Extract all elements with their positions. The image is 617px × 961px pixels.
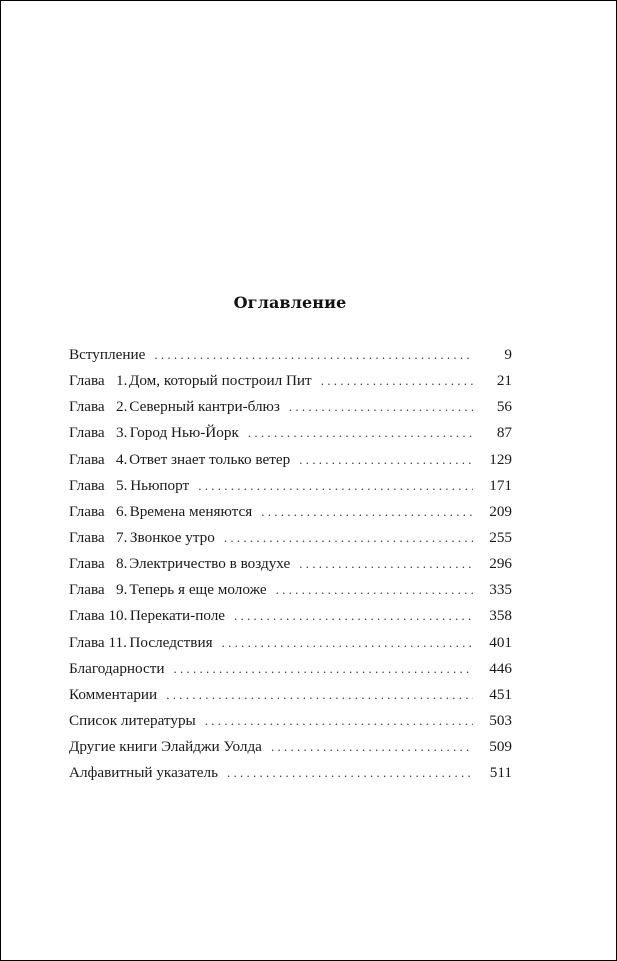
toc-entry (69, 630, 512, 656)
toc-entry-title: Времена меняются (129, 502, 253, 520)
toc-entry (69, 682, 512, 708)
toc-entry-page-number: 446 (489, 659, 512, 677)
toc-entry-title: Звонкое утро (129, 528, 215, 546)
toc-entry (69, 394, 512, 420)
toc-entry-chapter-label: Глава 7. (69, 528, 128, 546)
toc-entry (69, 656, 512, 682)
toc-entry-dot-leader (154, 342, 473, 368)
toc-entry (69, 577, 512, 603)
toc-entry-dot-leader (227, 760, 473, 786)
toc-entry-title: Список литературы (69, 711, 196, 729)
toc-entry-title: Электричество в воздухе (129, 555, 291, 573)
toc-entry-page-number: 511 (489, 764, 512, 782)
toc-entry-title: Ответ знает только ветер (129, 450, 291, 468)
toc-entry-page-number: 503 (489, 711, 512, 729)
toc-entry-chapter-label: Глава 1. (69, 372, 128, 390)
toc-entry-title: Перекати-поле (129, 607, 226, 625)
toc-entry-chapter-label: Глава 3. (69, 424, 128, 442)
toc-entry (69, 734, 512, 760)
toc-entry-chapter-label: Глава 9. (69, 581, 128, 599)
toc-entry-title: Теперь я еще моложе (129, 581, 267, 599)
toc-entry-title: Вступление (69, 346, 146, 363)
toc-entry-dot-leader (222, 630, 473, 656)
toc-entry (69, 708, 512, 734)
toc-entry-dot-leader (205, 708, 473, 734)
toc-entry-chapter-label: Глава 10. (69, 607, 128, 625)
toc-entry-title: Город Нью-Йорк (129, 424, 239, 442)
toc-entry-title: Комментарии (69, 685, 158, 703)
toc-entry-page-number: 171 (489, 476, 512, 494)
toc-list (69, 342, 512, 786)
toc-entry-dot-leader (321, 368, 473, 394)
toc-entry (69, 342, 512, 368)
toc-entry-chapter-label: Глава 11. (69, 633, 127, 651)
toc-entry-title: Дом, который построил Пит (128, 372, 312, 390)
toc-entry-page-number: 129 (489, 450, 512, 468)
toc-entry (69, 473, 512, 499)
toc-entry-page-number: 358 (489, 607, 512, 625)
toc-entry (69, 551, 512, 577)
toc-entry-dot-leader (224, 525, 473, 551)
toc-entry (69, 368, 512, 394)
toc-entry-dot-leader (299, 447, 473, 473)
toc-entry-page-number: 451 (489, 685, 512, 703)
toc-title: Оглавление (233, 293, 347, 312)
toc-entry-dot-leader (271, 734, 473, 760)
toc-entry-page-number: 401 (489, 633, 512, 651)
toc-entry-dot-leader (198, 473, 473, 499)
toc-entry-title: Северный кантри-блюз (129, 398, 280, 416)
toc-entry-page-number: 335 (489, 581, 512, 599)
toc-entry-title: Алфавитный указатель (69, 764, 219, 782)
toc-entry (69, 447, 512, 473)
toc-entry-page-number: 296 (489, 555, 512, 573)
toc-entry-chapter-label: Глава 5. (69, 476, 128, 494)
toc-entry-title: Ньюпорт (130, 476, 190, 494)
toc-entry-page-number: 56 (496, 398, 512, 416)
toc-entry (69, 499, 512, 525)
toc-entry-page-number: 21 (496, 372, 512, 390)
toc-entry-dot-leader (174, 656, 473, 682)
toc-entry (69, 525, 512, 551)
toc-entry-page-number: 509 (489, 738, 512, 756)
toc-entry-chapter-label: Глава 4. (69, 450, 128, 468)
toc-entry-title: Благодарности (69, 659, 165, 677)
toc-entry-page-number: 9 (504, 346, 512, 363)
toc-entry-dot-leader (299, 551, 473, 577)
toc-entry (69, 603, 512, 629)
toc-entry-dot-leader (234, 603, 473, 629)
toc-entry-dot-leader (276, 577, 473, 603)
toc-entry-page-number: 209 (489, 502, 512, 520)
toc-entry (69, 760, 512, 786)
toc-entry-dot-leader (261, 499, 473, 525)
toc-entry (69, 420, 512, 446)
toc-entry-dot-leader (248, 420, 473, 446)
toc-entry-page-number: 255 (489, 528, 512, 546)
toc-entry-page-number: 87 (496, 424, 512, 442)
toc-entry-title: Другие книги Элайджи Уолда (69, 738, 262, 756)
toc-entry-dot-leader (289, 394, 473, 420)
toc-entry-chapter-label: Глава 8. (69, 555, 128, 573)
toc-entry-dot-leader (166, 682, 473, 708)
toc-entry-title: Последствия (129, 633, 213, 651)
toc-entry-chapter-label: Глава 6. (69, 502, 128, 520)
toc-entry-chapter-label: Глава 2. (69, 398, 128, 416)
